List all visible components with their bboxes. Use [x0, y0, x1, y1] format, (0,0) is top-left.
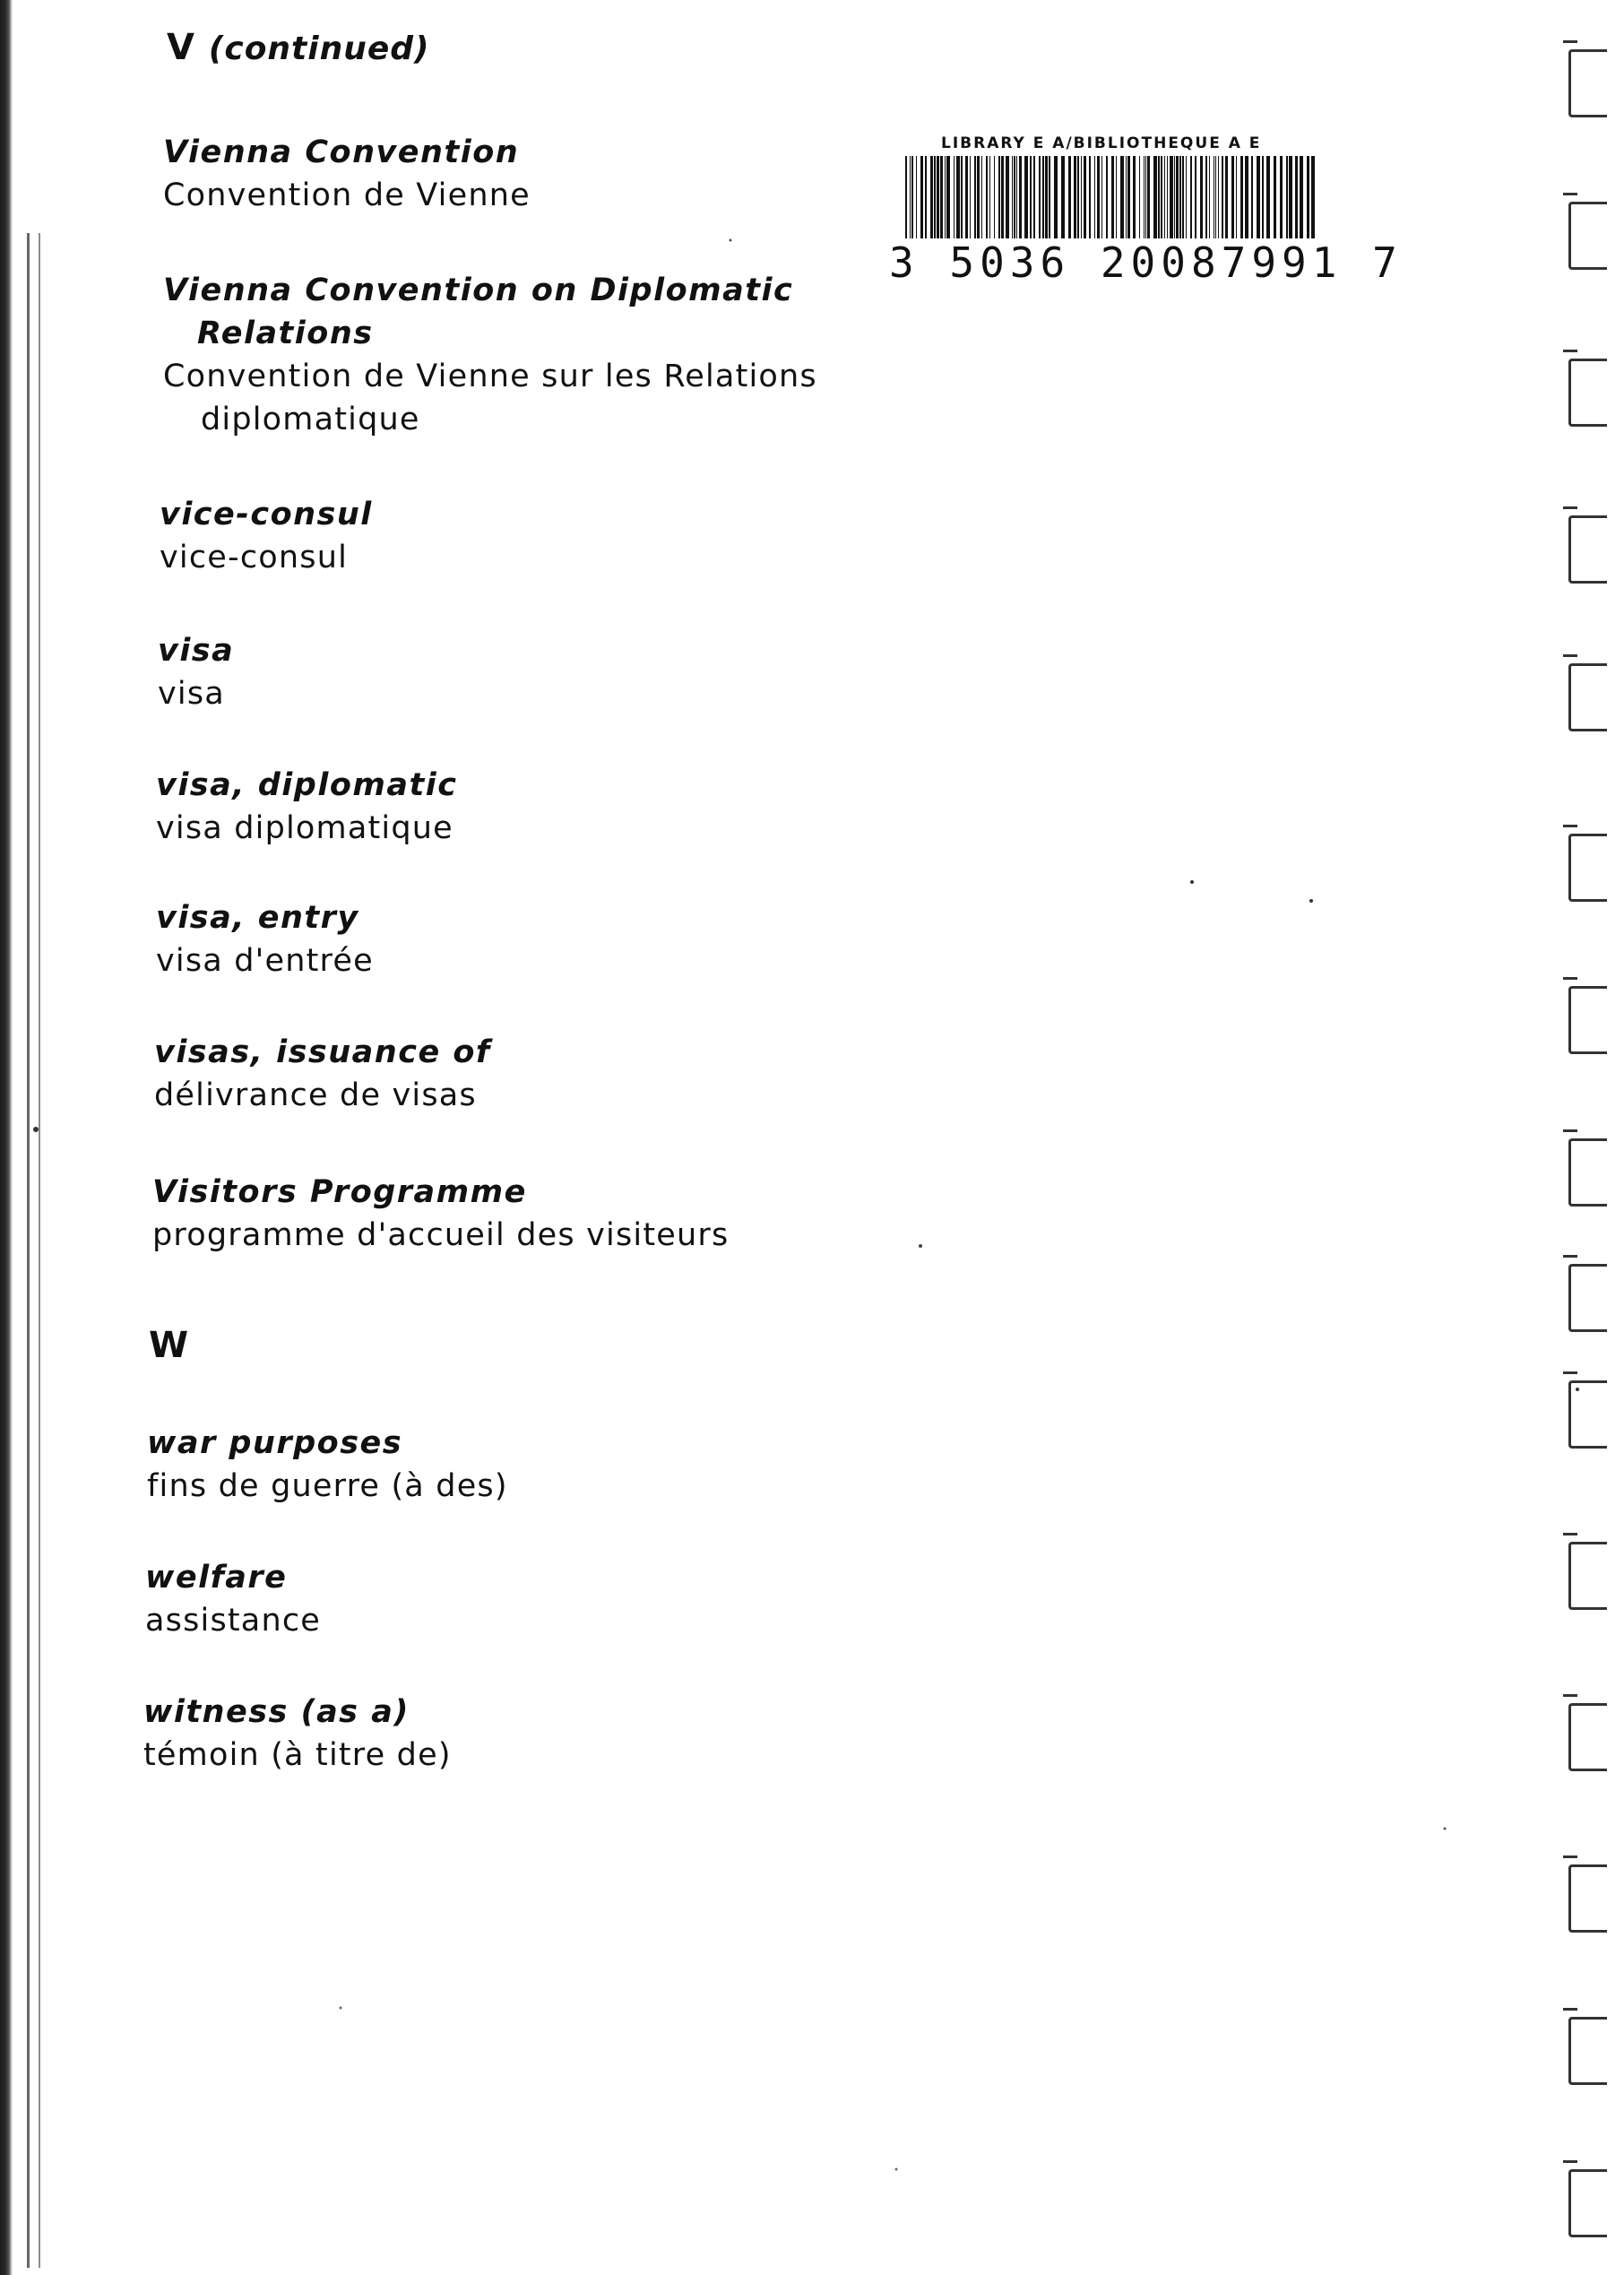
binder-tick: [1563, 1694, 1577, 1697]
binder-hole: [1568, 1264, 1607, 1332]
entry-term: [156, 764, 963, 807]
barcode-label: LIBRARY E A/BIBLIOTHEQUE A E: [941, 134, 1262, 152]
barcode-bar: [1019, 156, 1022, 238]
binder-tick: [1563, 40, 1577, 43]
binder-hole: [1568, 2169, 1607, 2237]
barcode-bar: [1077, 156, 1079, 238]
glossary-entry: [163, 269, 970, 441]
entry-translation: [147, 1465, 954, 1508]
entry-translation: [158, 672, 964, 715]
barcode-bar: [1081, 156, 1082, 238]
binder-hole: [1568, 663, 1607, 731]
barcode-bar: [925, 156, 927, 238]
entry-translation: [163, 355, 970, 441]
barcode-bar: [1120, 156, 1124, 238]
term-line: vice-consul: [160, 497, 373, 532]
barcode-bar: [905, 156, 907, 238]
entry-translation: [163, 174, 970, 217]
barcode-bar: [954, 156, 955, 238]
barcode-bar: [1068, 156, 1071, 238]
barcode-bar: [974, 156, 976, 238]
barcode-bar: [1045, 156, 1048, 238]
translation-line: visa diplomatique: [156, 810, 454, 846]
binder-tick: [1563, 977, 1577, 980]
translation-line: témoin (à titre de): [143, 1737, 452, 1773]
term-line: welfare: [145, 1560, 288, 1596]
barcode-bar: [1274, 156, 1276, 238]
barcode-bar: [1001, 156, 1004, 238]
entry-translation: [154, 1074, 961, 1117]
barcode-bar: [1089, 156, 1091, 238]
heading-letter: V: [167, 27, 195, 68]
barcode-bar: [1231, 156, 1234, 238]
entry-translation: [143, 1734, 950, 1777]
barcode-bar: [1030, 156, 1032, 238]
entry-term: [147, 1422, 954, 1465]
barcode-bar: [1127, 156, 1130, 238]
entry-translation: [152, 1214, 959, 1257]
glossary-entry: [145, 1556, 952, 1642]
barcode-bar: [1280, 156, 1283, 238]
term-line: war purposes: [147, 1425, 403, 1461]
barcode-bar: [1205, 156, 1207, 238]
barcode-digits: 3 5036 20087991 7: [889, 238, 1403, 287]
binder-hole: [1568, 986, 1607, 1054]
binder-hole: [1568, 1138, 1607, 1207]
entry-term: [160, 493, 966, 536]
library-barcode: [889, 134, 1403, 287]
scan-edge-left: [0, 0, 13, 2275]
binder-tick: [1563, 2160, 1577, 2163]
barcode-bar: [1039, 156, 1041, 238]
binder-tick: [1563, 350, 1577, 352]
translation-line: programme d'accueil des visiteurs: [152, 1217, 730, 1253]
barcode-bar: [1257, 156, 1260, 238]
binder-tick: [1563, 654, 1577, 657]
barcode-bar: [1295, 156, 1298, 238]
barcode-bar: [1144, 156, 1145, 238]
entry-term: [145, 1556, 952, 1599]
translation-line: Convention de Vienne sur les Relations: [163, 359, 817, 394]
barcode-bar: [1209, 156, 1210, 238]
barcode-bar: [961, 156, 963, 238]
entry-term: [158, 629, 964, 672]
barcode-bar: [994, 156, 995, 238]
translation-line: visa: [158, 676, 225, 712]
barcode-bar: [1222, 156, 1223, 238]
entry-term: [163, 269, 970, 355]
barcode-bar: [1200, 156, 1203, 238]
glossary-entry: [143, 1691, 950, 1777]
barcode-bar: [998, 156, 1000, 238]
entry-translation: [156, 807, 963, 850]
barcode-bar: [1049, 156, 1050, 238]
term-line: visa, entry: [156, 900, 359, 936]
term-line: Vienna Convention on Diplomatic: [163, 272, 794, 308]
glossary-entry: [156, 764, 963, 850]
barcode-bar: [1225, 156, 1228, 238]
barcode-bar: [920, 156, 923, 238]
barcode-bar: [1161, 156, 1162, 238]
binder-tick: [1563, 1129, 1577, 1132]
barcode-bar: [1084, 156, 1086, 238]
barcode-bar: [1016, 156, 1017, 238]
barcode-bar: [1266, 156, 1270, 238]
heading-letter: W: [149, 1325, 190, 1366]
barcode-bar: [911, 156, 913, 238]
barcode-bar: [1186, 156, 1187, 238]
barcode-bar: [1024, 156, 1028, 238]
barcode-bar: [1218, 156, 1219, 238]
glossary-entry: [152, 1171, 959, 1257]
translation-line: fins de guerre (à des): [147, 1468, 508, 1504]
barcode-bar: [934, 156, 936, 238]
translation-line: assistance: [145, 1603, 322, 1639]
barcode-bar: [1061, 156, 1065, 238]
barcode-bar: [1311, 156, 1315, 238]
barcode-bar: [1300, 156, 1303, 238]
barcode-bar: [956, 156, 960, 238]
binder-tick: [1563, 506, 1577, 509]
barcode-bar: [937, 156, 939, 238]
barcode-bar: [1158, 156, 1160, 238]
barcode-bar: [1170, 156, 1173, 238]
barcode-bar: [1240, 156, 1243, 238]
binder-hole: [1568, 1380, 1607, 1449]
barcode-bar: [1190, 156, 1192, 238]
barcode-bar: [940, 156, 943, 238]
barcode-bar: [1033, 156, 1035, 238]
barcode-bar: [1195, 156, 1196, 238]
entry-term: [152, 1171, 959, 1214]
entry-term: [143, 1691, 950, 1734]
entry-translation: [156, 939, 963, 982]
binder-hole: [1568, 1703, 1607, 1771]
barcode-bar: [1215, 156, 1216, 238]
binder-hole: [1568, 834, 1607, 902]
barcode-bar: [1245, 156, 1248, 238]
barcode-bar: [977, 156, 980, 238]
translation-line: vice-consul: [160, 540, 349, 575]
barcode-bar: [981, 156, 982, 238]
barcode-bar: [1147, 156, 1150, 238]
entry-term: [163, 131, 970, 174]
term-line: Relations: [197, 316, 374, 351]
barcode-bar: [1126, 156, 1127, 238]
section-heading-v: [167, 27, 430, 68]
barcode-bar: [1106, 156, 1108, 238]
barcode-bar: [1179, 156, 1181, 238]
barcode-bar: [1042, 156, 1044, 238]
barcode-bar: [1153, 156, 1157, 238]
barcode-bar: [1286, 156, 1288, 238]
entry-term: [156, 896, 963, 939]
binder-holes: [1559, 0, 1624, 2275]
translation-line: visa d'entrée: [156, 943, 374, 979]
translation-line: Convention de Vienne: [163, 177, 531, 213]
barcode-bar: [1014, 156, 1015, 238]
binder-hole: [1568, 1542, 1607, 1610]
glossary-entry: [156, 896, 963, 982]
barcode-bar: [1116, 156, 1117, 238]
binder-tick: [1563, 193, 1577, 195]
barcode-bar: [1174, 156, 1175, 238]
term-line: Vienna Convention: [163, 134, 520, 170]
barcode-bar: [1289, 156, 1292, 238]
translation-line: diplomatique: [201, 402, 420, 437]
barcode-bar: [1167, 156, 1168, 238]
term-line: visa: [158, 633, 235, 669]
barcode-bar: [1307, 156, 1309, 238]
barcode-bar: [1054, 156, 1058, 238]
barcode-bar: [946, 156, 950, 238]
barcode-bar: [1012, 156, 1013, 238]
barcode-bar: [916, 156, 917, 238]
glossary-entry: [154, 1031, 961, 1117]
glossary-entry: [160, 493, 966, 579]
barcode-bar: [965, 156, 968, 238]
barcode-bar: [970, 156, 971, 238]
barcode-bar: [1176, 156, 1179, 238]
binder-hole: [1568, 1864, 1607, 1933]
glossary-entry: [147, 1422, 954, 1508]
binder-tick: [1563, 2008, 1577, 2011]
barcode-bar: [1094, 156, 1095, 238]
binder-hole: [1568, 49, 1607, 117]
barcode-bar: [945, 156, 946, 238]
barcode-bar: [1133, 156, 1136, 238]
glossary-entry: [163, 131, 970, 217]
term-line: visas, issuance of: [154, 1034, 491, 1070]
barcode-bar: [1006, 156, 1009, 238]
barcode-bars: [905, 156, 1317, 238]
binder-hole: [1568, 202, 1607, 270]
barcode-bar: [1111, 156, 1114, 238]
barcode-bar: [930, 156, 933, 238]
binder-tick: [1563, 1255, 1577, 1258]
barcode-bar: [989, 156, 990, 238]
heading-continued: (continued): [208, 30, 430, 67]
entry-translation: [145, 1599, 952, 1642]
barcode-bar: [910, 156, 911, 238]
scan-binding-shadow: [27, 233, 40, 2268]
term-line: visa, diplomatic: [156, 767, 458, 803]
binder-hole: [1568, 2017, 1607, 2085]
barcode-bar: [1101, 156, 1102, 238]
entry-translation: [160, 536, 966, 579]
binder-tick: [1563, 1371, 1577, 1374]
term-line: Visitors Programme: [152, 1174, 527, 1210]
barcode-bar: [1236, 156, 1237, 238]
term-line: witness (as a): [143, 1694, 410, 1730]
barcode-bar: [1164, 156, 1165, 238]
translation-line: délivrance de visas: [154, 1077, 477, 1113]
barcode-bar: [1251, 156, 1253, 238]
binder-tick: [1563, 1533, 1577, 1535]
barcode-bar: [1097, 156, 1100, 238]
section-heading-w: [149, 1325, 189, 1366]
barcode-bar: [1182, 156, 1184, 238]
glossary-entry: [158, 629, 964, 715]
barcode-bar: [986, 156, 988, 238]
binder-tick: [1563, 825, 1577, 827]
entry-term: [154, 1031, 961, 1074]
barcode-bar: [1139, 156, 1140, 238]
barcode-bar: [1262, 156, 1264, 238]
binder-hole: [1568, 515, 1607, 584]
binder-tick: [1563, 1855, 1577, 1858]
binder-hole: [1568, 359, 1607, 427]
barcode-bar: [1145, 156, 1146, 238]
barcode-bar: [1074, 156, 1076, 238]
